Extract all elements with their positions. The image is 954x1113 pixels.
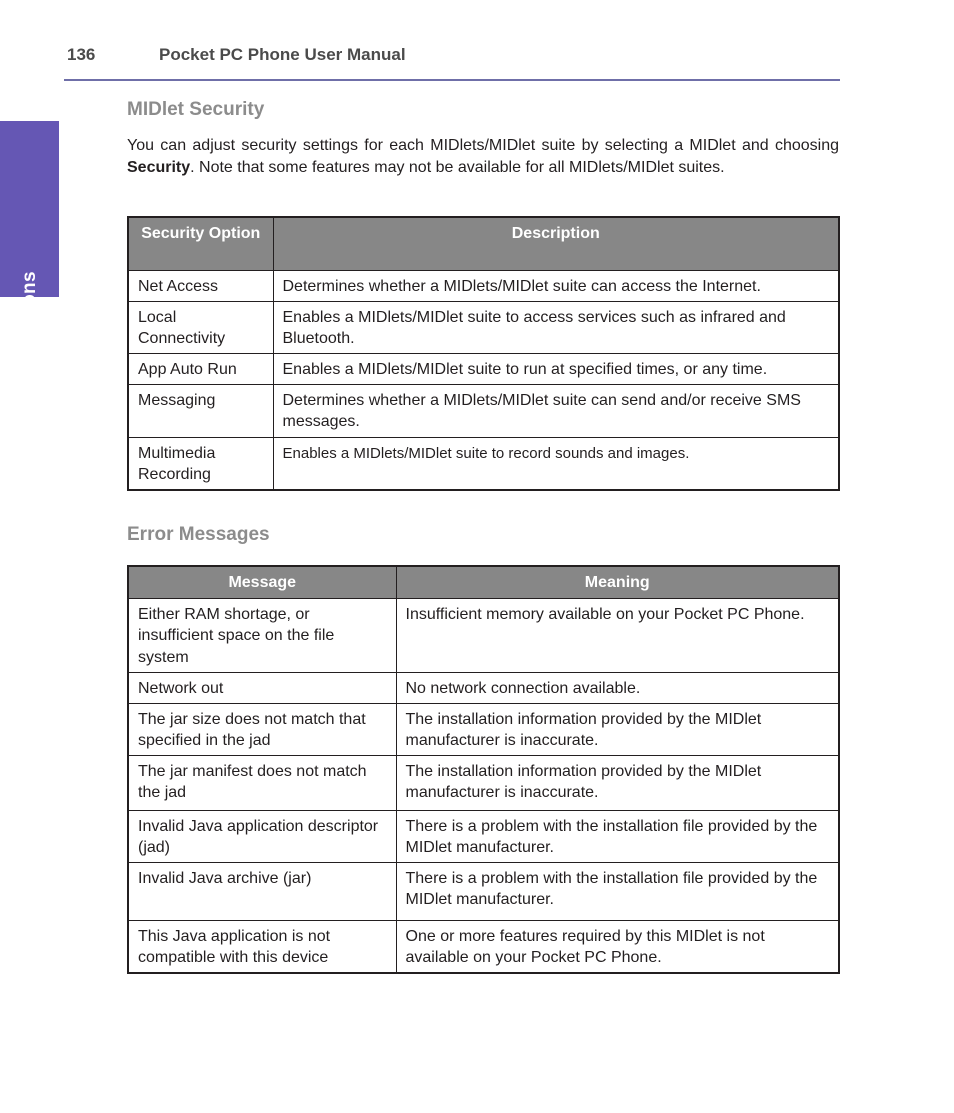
intro-paragraph — [127, 135, 839, 179]
table-row — [128, 437, 839, 490]
table-cell: Messaging — [128, 384, 273, 437]
column-header-security-option: Security Option — [128, 217, 273, 270]
column-header-description: Description — [273, 217, 839, 270]
table-cell: There is a problem with the installation file provided by the MIDlet manufacturer. — [396, 862, 839, 920]
security-options-table — [127, 216, 840, 491]
column-header-meaning: Meaning — [396, 566, 839, 598]
table-cell: Net Access — [128, 270, 273, 301]
table-cell: Network out — [128, 672, 396, 703]
table-cell: The installation information provided by the MIDlet manufacturer is inaccurate. — [396, 755, 839, 810]
side-tab — [0, 121, 59, 389]
page-number: 136 — [67, 45, 96, 64]
table-cell: Enables a MIDlets/MIDlet suite to record sounds and images. — [273, 437, 839, 490]
table-cell: The installation information provided by the MIDlet manufacturer is inaccurate. — [396, 703, 839, 755]
table-row — [128, 598, 839, 672]
table-row — [128, 920, 839, 973]
header-rule — [64, 79, 840, 81]
column-header-message: Message — [128, 566, 396, 598]
table-row — [128, 301, 839, 353]
table-cell: Determines whether a MIDlets/MIDlet suite can send and/or receive SMS messages. — [273, 384, 839, 437]
table-cell: Insufficient memory available on your Pocket PC Phone. — [396, 598, 839, 672]
table-cell: This Java application is not compatible with this device — [128, 920, 396, 973]
table-cell: App Auto Run — [128, 353, 273, 384]
error-messages-table — [127, 565, 840, 974]
table-cell: Enables a MIDlets/MIDlet suite to run at specified times, or any time. — [273, 353, 839, 384]
table-row — [128, 810, 839, 862]
table-cell: There is a problem with the installation file provided by the MIDlet manufacturer. — [396, 810, 839, 862]
table-cell: Multimedia Recording — [128, 437, 273, 490]
table-cell: Enables a MIDlets/MIDlet suite to access services such as infrared and Bluetooth. — [273, 301, 839, 353]
intro-bold-security: Security — [127, 159, 191, 176]
table-header-row — [128, 217, 839, 270]
table-cell: The jar manifest does not match the jad — [128, 755, 396, 810]
table-cell: Invalid Java archive (jar) — [128, 862, 396, 920]
table-cell: Local Connectivity — [128, 301, 273, 353]
table-row — [128, 862, 839, 920]
section-heading-error-messages: Error Messages — [127, 524, 270, 545]
section-heading-midlet-security: MIDlet Security — [127, 99, 265, 120]
table-row — [128, 270, 839, 301]
table-row — [128, 703, 839, 755]
table-row — [128, 384, 839, 437]
running-title: Pocket PC Phone User Manual — [159, 45, 406, 64]
table-row — [128, 755, 839, 810]
table-row — [128, 672, 839, 703]
table-cell: Determines whether a MIDlets/MIDlet suite can access the Internet. — [273, 270, 839, 301]
intro-text-end: . Note that some features may not be available for all MIDlets/MIDlet suites. — [190, 159, 725, 176]
table-cell: The jar size does not match that specified in the jad — [128, 703, 396, 755]
table-row — [128, 353, 839, 384]
side-tab-label: Applications — [19, 271, 40, 389]
table-cell: One or more features required by this MIDlet is not available on your Pocket PC Phone. — [396, 920, 839, 973]
table-cell: Invalid Java application descriptor (jad) — [128, 810, 396, 862]
intro-text-start: You can adjust security settings for each MIDlets/MIDlet suite by selecting a MIDlet and choosing — [127, 137, 839, 154]
table-header-row — [128, 566, 839, 598]
table-cell: No network connection available. — [396, 672, 839, 703]
table-cell: Either RAM shortage, or insufficient space on the file system — [128, 598, 396, 672]
